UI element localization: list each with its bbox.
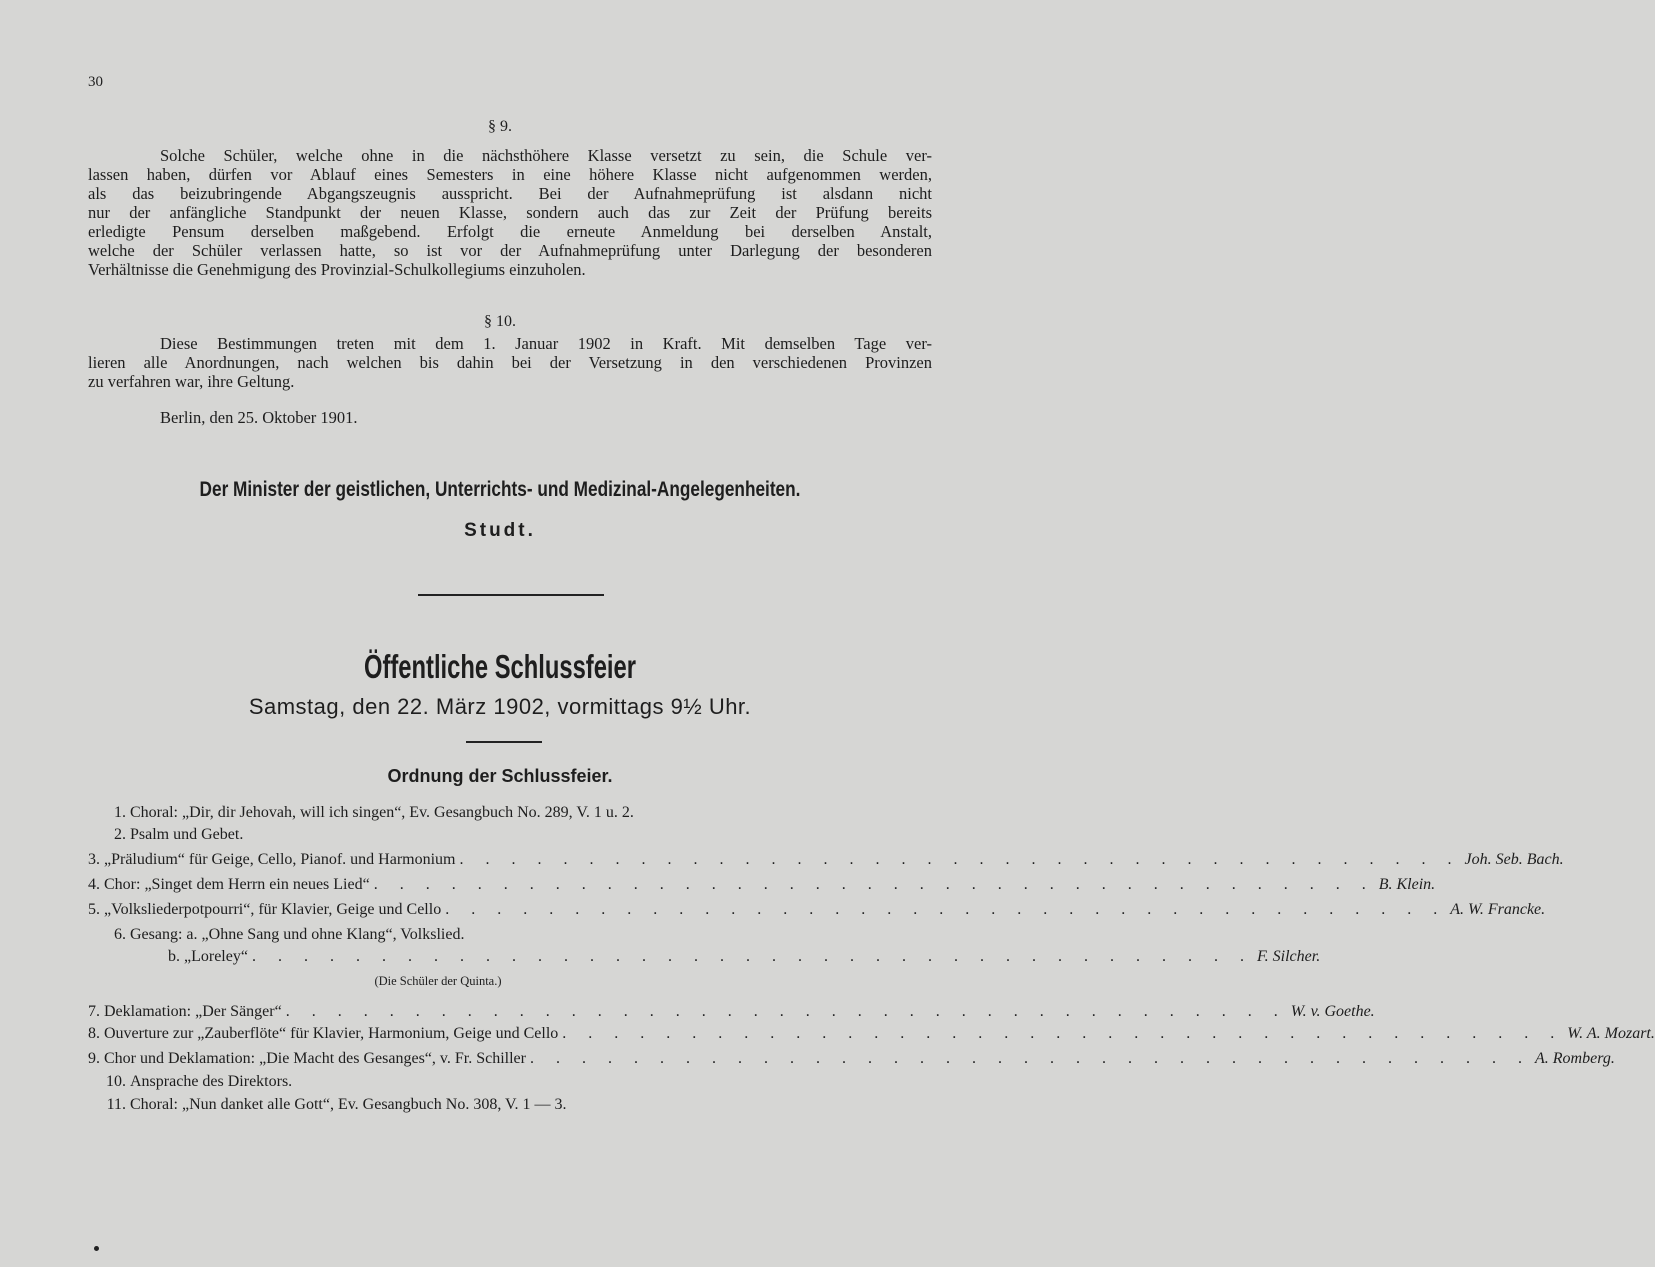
- item-number: 2.: [114, 826, 126, 843]
- item-text: Choral: „Dir, dir Jehovah, will ich singen“, Ev. Gesangbuch No. 289, V. 1 u. 2.: [130, 804, 634, 821]
- item-number: 7.: [88, 1003, 100, 1020]
- program-item: [88, 851, 1564, 869]
- composer: A. W. Francke.: [1450, 901, 1546, 918]
- program-item: [88, 1050, 1615, 1068]
- text-line: welche der Schüler verlassen hatte, so ist vor der Aufnahmeprüfung unter Darlegung der besonderen: [88, 241, 932, 260]
- item-number: 1.: [114, 804, 126, 821]
- signature: Studt.: [464, 520, 536, 541]
- item-number: 6.: [114, 926, 126, 943]
- section-9-text: [88, 146, 932, 279]
- item-text: b. „Loreley“: [168, 948, 248, 965]
- program-item: [88, 926, 938, 944]
- text-line: Verhältnisse die Genehmigung des Provinzial-Schulkollegiums einzuholen.: [88, 260, 586, 279]
- item-text: Chor und Deklamation: „Die Macht des Gesanges“, v. Fr. Schiller: [104, 1050, 526, 1067]
- text-line: lassen haben, dürfen vor Ablauf eines Semesters in eine höhere Klasse nicht aufgenommen werden,: [88, 165, 932, 184]
- minister-title: Der Minister der geistlichen, Unterrichts- und Medizinal-Angelegenheiten.: [199, 478, 801, 501]
- text-line: zu verfahren war, ihre Geltung.: [88, 372, 295, 391]
- section-10-heading: § 10.: [484, 313, 516, 330]
- ink-spot: [94, 1246, 99, 1251]
- item-number: 11.: [106, 1096, 126, 1113]
- item-number: 9.: [88, 1050, 100, 1067]
- text-line: Diese Bestimmungen treten mit dem 1. Januar 1902 in Kraft. Mit demselben Tage ver-: [160, 334, 932, 353]
- event-title: Öffentliche Schlussfeier: [363, 648, 637, 685]
- program-item: [88, 1096, 938, 1114]
- dot-leader: . . . . . . . . . . . . . . . . . . . . . . . . . . . . . . . . . . . . . . .: [251, 948, 1253, 965]
- composer: W. v. Goethe.: [1290, 1003, 1375, 1020]
- page-number: 30: [88, 74, 103, 90]
- text-line: als das beizubringende Abgangszeugnis ausspricht. Bei der Aufnahmeprüfung ist alsdann nicht: [88, 184, 932, 203]
- item-text: Chor: „Singet dem Herrn ein neues Lied“: [104, 876, 370, 893]
- item-text: Psalm und Gebet.: [130, 826, 244, 843]
- composer: Joh. Seb. Bach.: [1464, 851, 1564, 868]
- composer: A. Romberg.: [1534, 1050, 1615, 1067]
- dot-leader: . . . . . . . . . . . . . . . . . . . . . . . . . . . . . . . . . . . . . . .: [445, 901, 1447, 918]
- program-item: [88, 826, 938, 844]
- composer: B. Klein.: [1378, 876, 1436, 893]
- item-text: Gesang: a. „Ohne Sang und ohne Klang“, Volkslied.: [130, 926, 465, 943]
- item-text: Deklamation: „Der Sänger“: [104, 1003, 282, 1020]
- program-item: [88, 901, 1546, 919]
- item-number: 10.: [106, 1073, 126, 1090]
- dot-leader: . . . . . . . . . . . . . . . . . . . . . . . . . . . . . . . . . . . . . . .: [459, 851, 1461, 868]
- item-text: „Präludium“ für Geige, Cello, Pianof. und Harmonium: [104, 851, 456, 868]
- item-text: „Volksliederpotpourri“, für Klavier, Geige und Cello: [104, 901, 442, 918]
- divider: [466, 741, 542, 743]
- place-date: Berlin, den 25. Oktober 1901.: [160, 408, 358, 427]
- program-item: [88, 1073, 938, 1091]
- item-text: Choral: „Nun danket alle Gott“, Ev. Gesangbuch No. 308, V. 1 — 3.: [130, 1096, 567, 1113]
- text-line: nur der anfängliche Standpunkt der neuen Klasse, sondern auch das zur Zeit der Prüfung bereits: [88, 203, 932, 222]
- program-heading: Ordnung der Schlussfeier.: [387, 766, 613, 786]
- section-9-heading: § 9.: [488, 118, 512, 135]
- item-number: 8.: [88, 1025, 100, 1042]
- divider: [418, 594, 604, 596]
- composer: F. Silcher.: [1256, 948, 1321, 965]
- event-date: Samstag, den 22. März 1902, vormittags 9½ Uhr.: [248, 694, 752, 719]
- item-number: 4.: [88, 876, 100, 893]
- item-number: 3.: [88, 851, 100, 868]
- program-item: [88, 876, 1436, 894]
- item-text: Ansprache des Direktors.: [130, 1073, 293, 1090]
- program-item: [88, 1025, 1655, 1043]
- text-line: lieren alle Anordnungen, nach welchen bis dahin bei der Versetzung in den verschiedenen Provinzen: [88, 353, 932, 372]
- program-item: [88, 804, 938, 822]
- text-line: erledigte Pensum derselben maßgebend. Erfolgt die erneute Anmeldung bei derselben Anstalt,: [88, 222, 932, 241]
- program-item: [88, 1003, 1375, 1021]
- item-text: Ouverture zur „Zauberflöte“ für Klavier, Harmonium, Geige und Cello: [104, 1025, 559, 1042]
- composer: W. A. Mozart.: [1567, 1025, 1655, 1042]
- dot-leader: . . . . . . . . . . . . . . . . . . . . . . . . . . . . . . . . . . . . . . .: [529, 1050, 1531, 1067]
- text-line: Solche Schüler, welche ohne in die nächsthöhere Klasse versetzt zu sein, die Schule ver-: [160, 146, 932, 165]
- section-10-text: [88, 334, 932, 391]
- program-item: [88, 948, 1321, 966]
- item-number: 5.: [88, 901, 100, 918]
- dot-leader: . . . . . . . . . . . . . . . . . . . . . . . . . . . . . . . . . . . . . . .: [562, 1025, 1564, 1042]
- dot-leader: . . . . . . . . . . . . . . . . . . . . . . . . . . . . . . . . . . . . . . .: [285, 1003, 1287, 1020]
- dot-leader: . . . . . . . . . . . . . . . . . . . . . . . . . . . . . . . . . . . . . . .: [373, 876, 1375, 893]
- performers-note: (Die Schüler der Quinta.): [374, 974, 502, 988]
